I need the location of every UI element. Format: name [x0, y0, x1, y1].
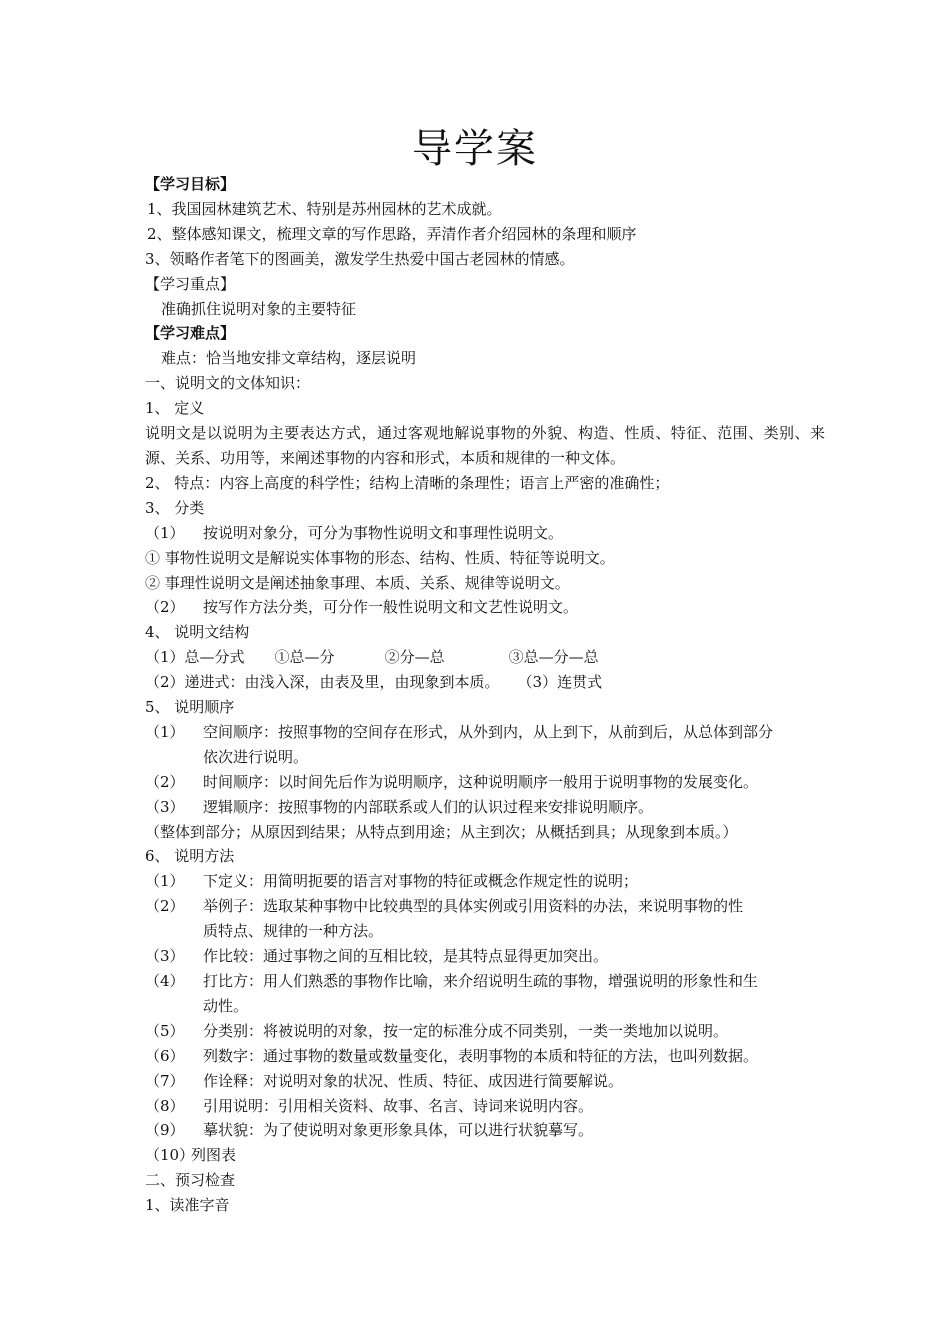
item-number: （2）: [145, 897, 185, 916]
goal-item-2: 2、整体感知课文，梳理文章的写作思路，弄清作者介绍园林的条理和顺序: [147, 224, 637, 243]
item-number: （2）: [145, 772, 185, 791]
method-item: [145, 869, 825, 894]
method-item-continued: 动性。: [203, 996, 249, 1015]
method-item: [145, 894, 825, 919]
order-item: [145, 795, 825, 820]
structure-type-2: （2）递进式：由浅入深，由表及里，由现象到本质。: [145, 673, 500, 692]
section2-sub-1: 1、读准字音: [145, 1196, 230, 1215]
page-title: 导学案: [412, 126, 538, 172]
item-text: 作比较：通过事物之间的互相比较，是其特点显得更加突出。: [203, 947, 609, 966]
item-text: 分类别：将被说明的对象，按一定的标准分成不同类别，一类一类地加以说明。: [203, 1021, 729, 1040]
item-text: 下定义：用简明扼要的语言对事物的特征或概念作规定性的说明；: [203, 872, 639, 891]
structure-option-2: ②分—总: [384, 648, 445, 667]
method-item: [145, 1118, 825, 1143]
item-number: （8）: [145, 1096, 185, 1115]
method-item: [145, 1069, 825, 1094]
goals-heading: 【学习目标】: [145, 175, 236, 193]
structure-type-3: （3）连贯式: [517, 673, 603, 692]
method-item: [145, 1019, 825, 1044]
order-item: [145, 770, 825, 795]
order-item: [145, 720, 825, 745]
method-item-continued: 质特点、规律的一种方法。: [203, 922, 384, 941]
item-text: 按写作方法分类，可分作一般性说明文和文艺性说明文。: [203, 598, 579, 617]
order-heading: 5、 说明顺序: [145, 698, 235, 717]
difficulty-text: 难点：恰当地安排文章结构，逐层说明: [161, 349, 417, 368]
item-number: （9）: [145, 1121, 185, 1140]
item-text: 按说明对象分，可分为事物性说明文和事理性说明文。: [203, 523, 564, 542]
definition-heading: 1、 定义: [145, 399, 205, 418]
definition-text: 说明文是以说明为主要表达方式，通过客观地解说事物的外貌、构造、性质、特征、范围、类别、来源、关系、功用等，来阐述事物的内容和形式，本质和规律的一种文体。: [145, 424, 825, 467]
structure-heading: 4、 说明文结构: [145, 623, 250, 642]
classification-sub-2: ② 事理性说明文是阐述抽象事理、本质、关系、规律等说明文。: [145, 573, 570, 592]
item-number: （1）: [145, 523, 185, 542]
method-item: [145, 1143, 825, 1168]
item-number: （3）: [145, 797, 185, 816]
item-text: 列数字：通过事物的数量或数量变化，表明事物的本质和特征的方法，也叫列数据。: [203, 1046, 759, 1065]
item-text: 空间顺序：按照事物的空间存在形式，从外到内，从上到下，从前到后，从总体到部分: [203, 722, 774, 741]
document-body: [145, 172, 825, 1218]
method-item: [145, 1094, 825, 1119]
item-number: （10）: [145, 1146, 195, 1165]
item-text: 时间顺序：以时间先后作为说明顺序，这种说明顺序一般用于说明事物的发展变化。: [203, 772, 759, 791]
section1-heading: 一、说明文的文体知识：: [145, 374, 311, 393]
item-number: （1）: [145, 722, 185, 741]
methods-list: [145, 869, 825, 1168]
item-text: 摹状貌：为了使说明对象更形象具体，可以进行状貌摹写。: [203, 1121, 594, 1140]
classification-item-2: [145, 595, 825, 620]
focus-heading: 【学习重点】: [145, 274, 236, 293]
structure-row-2: [145, 670, 825, 695]
structure-option-1: ①总—分: [274, 648, 335, 667]
order-item-continued: 依次进行说明。: [203, 747, 309, 766]
item-text: 列图表: [191, 1146, 237, 1165]
item-number: （7）: [145, 1071, 185, 1090]
item-number: （1）: [145, 872, 185, 891]
goal-item-1: 1、我国园林建筑艺术、特别是苏州园林的艺术成就。: [147, 199, 502, 218]
item-text: 举例子：选取某种事物中比较典型的具体实例或引用资料的办法，来说明事物的性: [203, 897, 744, 916]
item-number: （3）: [145, 947, 185, 966]
item-text: 作诠释：对说明对象的状况、性质、特征、成因进行简要解说。: [203, 1071, 624, 1090]
item-text: 引用说明：引用相关资料、故事、名言、诗词来说明内容。: [203, 1096, 594, 1115]
classification-sub-1: ① 事物性说明文是解说实体事物的形态、结构、性质、特征等说明文。: [145, 548, 615, 567]
goal-item-3: 3、领略作者笔下的图画美，激发学生热爱中国古老园林的情感。: [145, 249, 575, 268]
classification-item-1: [145, 521, 825, 546]
methods-heading: 6、 说明方法: [145, 847, 235, 866]
method-item: [145, 969, 825, 994]
order-note: （整体到部分；从原因到结果；从特点到用途；从主到次；从概括到具；从现象到本质。）: [145, 822, 738, 841]
item-number: （6）: [145, 1046, 185, 1065]
item-text: 打比方：用人们熟悉的事物作比喻，来介绍说明生疏的事物，增强说明的形象性和生: [203, 972, 759, 990]
item-number: （5）: [145, 1021, 185, 1040]
difficulty-heading: 【学习难点】: [145, 324, 236, 343]
focus-text: 准确抓住说明对象的主要特征: [161, 299, 357, 318]
item-number: （4）: [145, 972, 185, 990]
classification-heading: 3、 分类: [145, 498, 205, 517]
features-text: 2、 特点：内容上高度的科学性；结构上清晰的条理性；语言上严密的准确性；: [145, 473, 670, 492]
structure-row-1: [145, 645, 825, 670]
structure-type-1: （1）总—分式: [145, 648, 245, 667]
method-item: [145, 944, 825, 969]
order-list: [145, 720, 825, 820]
section2-heading: 二、预习检查: [145, 1171, 236, 1190]
item-number: （2）: [145, 598, 185, 617]
structure-option-3: ③总—分—总: [508, 648, 599, 667]
method-item: [145, 1044, 825, 1069]
item-text: 逻辑顺序：按照事物的内部联系或人们的认识过程来安排说明顺序。: [203, 797, 654, 816]
